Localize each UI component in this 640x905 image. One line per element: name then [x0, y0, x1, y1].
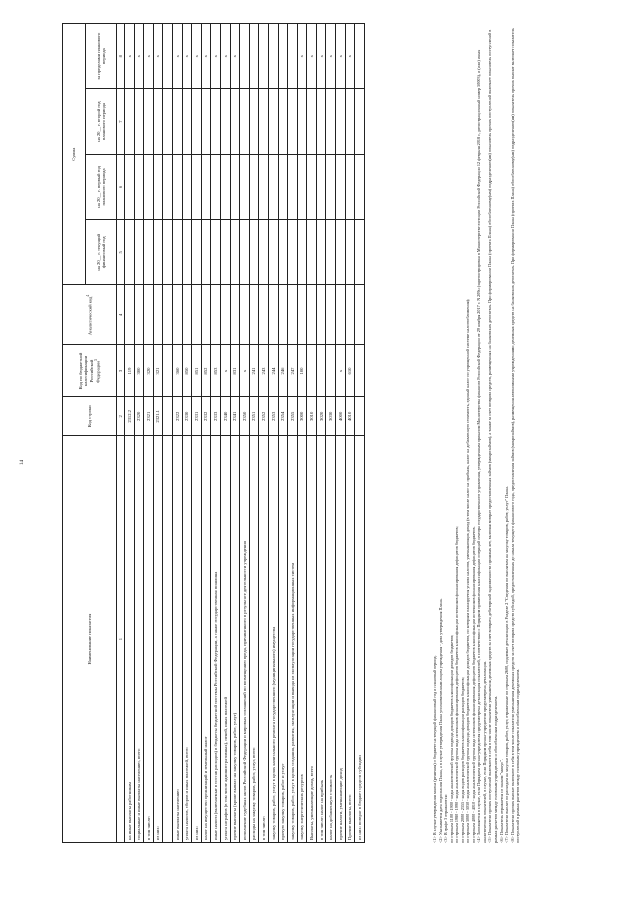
row-sum-current	[163, 220, 173, 285]
row-sum-second	[307, 89, 317, 154]
row-sum-current	[326, 220, 336, 285]
row-sum-first	[297, 154, 307, 219]
row-analytic-code	[220, 285, 230, 345]
table-row	[201, 24, 211, 843]
row-analytic-code	[125, 285, 135, 345]
row-budget-code: 100	[297, 345, 307, 397]
row-sum-beyond: x	[316, 24, 326, 89]
row-sum-first	[134, 154, 144, 219]
row-analytic-code	[201, 285, 211, 345]
row-sum-current	[134, 220, 144, 285]
row-sum-second	[182, 89, 192, 154]
row-code: 2331	[192, 397, 202, 436]
row-budget-code	[316, 345, 326, 397]
row-code: 2312.2	[125, 397, 135, 436]
row-budget-code: x	[336, 345, 346, 397]
row-budget-code: 610	[345, 345, 355, 397]
row-budget-code: 300	[134, 345, 144, 397]
row-sum-current	[153, 220, 163, 285]
row-name: в том числе:	[259, 436, 269, 843]
row-sum-second	[201, 89, 211, 154]
row-analytic-code	[230, 285, 240, 345]
row-name: прочие выплаты (кроме выплат на закупку товаров, работ, услуг)	[230, 436, 240, 843]
row-sum-second	[230, 89, 240, 154]
row-sum-current	[211, 220, 221, 285]
row-sum-first	[240, 154, 250, 219]
row-code: 3010	[307, 397, 317, 436]
row-sum-second	[134, 89, 144, 154]
row-sum-second	[163, 89, 173, 154]
row-sum-second	[278, 89, 288, 154]
table-row	[192, 24, 202, 843]
row-code: 2321.1	[153, 397, 163, 436]
row-code: 2353	[268, 397, 278, 436]
row-sum-first	[153, 154, 163, 219]
row-sum-beyond	[259, 24, 269, 89]
row-analytic-code	[192, 285, 202, 345]
header-sum-current: на 20__ г. текущий финансовый год	[86, 220, 117, 285]
row-code: 3030	[326, 397, 336, 436]
row-sum-current	[355, 220, 365, 285]
row-sum-current	[259, 220, 269, 285]
row-sum-second	[211, 89, 221, 154]
row-sum-first	[278, 154, 288, 219]
row-code	[355, 397, 365, 436]
footnote-line: <2> Указывается дата подписания Плана, а в случае утверждения Плана уполномоченным лицом учреждения - дата утверждения Плана.	[437, 598, 443, 843]
row-analytic-code	[163, 285, 173, 345]
row-analytic-code	[345, 285, 355, 345]
table-row	[355, 24, 365, 843]
row-name	[163, 436, 173, 843]
row-sum-current	[316, 220, 326, 285]
row-sum-first	[125, 154, 135, 219]
row-sum-current	[240, 220, 250, 285]
row-name: из них: возврат в бюджет средств субсидии	[355, 436, 365, 843]
row-code: 2333	[211, 397, 221, 436]
row-sum-second	[220, 89, 230, 154]
row-budget-code: x	[220, 345, 230, 397]
row-sum-beyond	[268, 24, 278, 89]
row-sum-second	[249, 89, 259, 154]
col-number: 3	[117, 345, 125, 397]
row-sum-beyond: x	[201, 24, 211, 89]
table-row	[249, 24, 259, 843]
row-budget-code: 852	[201, 345, 211, 397]
row-sum-second	[259, 89, 269, 154]
col-number: 2	[117, 397, 125, 436]
row-analytic-code	[211, 285, 221, 345]
row-budget-code: 244	[268, 345, 278, 397]
header-name: Наименование показателя	[63, 436, 117, 843]
row-code: 4000	[336, 397, 346, 436]
row-name: Выплаты, уменьшающие доход, всего	[307, 436, 317, 843]
row-sum-first	[355, 154, 365, 219]
row-sum-current	[182, 220, 192, 285]
row-sum-beyond	[249, 24, 259, 89]
row-sum-beyond: x	[220, 24, 230, 89]
row-code: 2332	[201, 397, 211, 436]
row-sum-beyond: x	[326, 24, 336, 89]
table-row	[134, 24, 144, 843]
row-code: 2352	[259, 397, 269, 436]
row-sum-second	[345, 89, 355, 154]
row-sum-current	[278, 220, 288, 285]
col-number: 4	[117, 285, 125, 345]
row-sum-second	[316, 89, 326, 154]
row-analytic-code	[144, 285, 154, 345]
footnote-line: по строкам 3000 - 3030 - коды аналитической группы подвида доходов бюджетов классификации доходов бюджетов, по которым планируется уплата налогов, уменьшающих доход (в том числе налог на прибыль, налог на добавленную стоимость, единый налог по упрощенной системе налогообложения);	[465, 298, 471, 843]
row-sum-first	[345, 154, 355, 219]
row-sum-beyond: x	[153, 24, 163, 89]
row-analytic-code	[268, 285, 278, 345]
row-sum-current	[201, 220, 211, 285]
row-name: уплата налогов, сборов и иных платежей, всего	[182, 436, 192, 843]
row-code: 2355	[288, 397, 298, 436]
row-budget-code: x	[240, 345, 250, 397]
header-sum-group: Сумма	[63, 24, 86, 285]
row-sum-current	[288, 220, 298, 285]
footnote-line: <7> Показатели выплат по расходам на закупки товаров, работ, услуг, отраженные по строкам 2600, подлежат детализации в Разделе 2 "Сведения по выплатам на закупку товаров, работ, услуг" Плана.	[504, 485, 510, 843]
row-sum-beyond: x	[144, 24, 154, 89]
footnote-line: <4> Заполняется в случае, если Порядком органа-учредителя предусмотрена детализация показателей, в соответствии с Порядком применения классификации операций сектора государственного управления, утвержденным приказом Министерства финансов Российской Федерации от 29 ноября 2017 г. N 209н (зарегистрирован в Министерстве юстиции Российской Федерации 12 февраля 2018 г., регистрационный номер 50003), и (или) иных аналитических показателей, в случае, если Порядком органа-учредителя предусмотрена детализация.	[476, 49, 487, 843]
row-analytic-code	[326, 285, 336, 345]
header-analytic-code: Аналитический код$^4$	[63, 285, 117, 345]
row-sum-beyond: x	[192, 24, 202, 89]
table-row	[316, 24, 326, 843]
table-row	[297, 24, 307, 843]
row-code: 2350	[240, 397, 250, 436]
row-name: Прочие выплаты, всего	[345, 436, 355, 843]
header-row	[63, 24, 86, 843]
table-row	[268, 24, 278, 843]
row-sum-first	[192, 154, 202, 219]
table-row	[211, 24, 221, 843]
row-analytic-code	[288, 285, 298, 345]
row-sum-first	[307, 154, 317, 219]
row-sum-second	[355, 89, 365, 154]
row-budget-code: 851	[192, 345, 202, 397]
row-sum-first	[288, 154, 298, 219]
row-budget-code: 321	[153, 345, 163, 397]
table-row	[172, 24, 182, 843]
row-sum-beyond	[240, 24, 250, 89]
column-numbers-row	[117, 24, 125, 843]
row-name: на иные выплаты работникам	[125, 436, 135, 843]
row-sum-beyond: x	[134, 24, 144, 89]
row-analytic-code	[153, 285, 163, 345]
row-sum-second	[125, 89, 135, 154]
row-sum-beyond: x	[297, 24, 307, 89]
row-sum-beyond	[355, 24, 365, 89]
row-name: налог на имущество организаций и земельный налог	[201, 436, 211, 843]
footnote-line: <8> Показатели прочих выплат включают в себя в том числе показатели уменьшения денежных средств за счет возврата средств субсидий, предоставленных до начала текущего финансового года, предоставления займов (микрозаймов), размещения автономными учреждениями денежных средств на банковских депозитах. При формировании Плана (проекта Плана) обособленному(ым) подразделению(ям) показатель прочих выплат включает показатель поступлений в рамках расчетов между головным учреждением и обособленным подразделением.	[509, 28, 521, 843]
row-code: 4010	[345, 397, 355, 436]
row-code	[163, 397, 173, 436]
row-code: 2330	[182, 397, 192, 436]
row-code: 2340	[220, 397, 230, 436]
row-budget-code	[355, 345, 365, 397]
table-row	[163, 24, 173, 843]
table-row	[326, 24, 336, 843]
row-sum-first	[144, 154, 154, 219]
row-sum-second	[336, 89, 346, 154]
row-budget-code: 246	[278, 345, 288, 397]
row-sum-first	[182, 154, 192, 219]
plan-table	[62, 23, 365, 843]
row-name: социальные и иные выплаты населению, всего	[134, 436, 144, 843]
row-budget-code	[307, 345, 317, 397]
row-budget-code: 850	[182, 345, 192, 397]
row-sum-second	[288, 89, 298, 154]
col-number: 6	[117, 154, 125, 219]
row-name: расходы на закупку товаров, работ, услуг, всего	[249, 436, 259, 843]
row-code: 2322	[172, 397, 182, 436]
row-analytic-code	[316, 285, 326, 345]
row-name: в том числе: налог на прибыль	[316, 436, 326, 843]
row-sum-first	[336, 154, 346, 219]
row-sum-current	[249, 220, 259, 285]
table-row	[230, 24, 240, 843]
row-analytic-code	[172, 285, 182, 345]
row-name: иные налоги (включаемые в состав расходов) в бюджеты бюджетной системы Российской Федерации, а также государственная пошлина	[211, 436, 221, 843]
row-sum-second	[172, 89, 182, 154]
row-name: из них:	[192, 436, 202, 843]
row-sum-second	[144, 89, 154, 154]
row-sum-current	[297, 220, 307, 285]
row-name: налог на добавленную стоимость	[326, 436, 336, 843]
row-sum-beyond	[163, 24, 173, 89]
row-budget-code: 247	[288, 345, 298, 397]
row-code: 2320	[134, 397, 144, 436]
row-sum-beyond: x	[230, 24, 240, 89]
col-number: 5	[117, 220, 125, 285]
row-name: из них:	[153, 436, 163, 843]
table-row	[307, 24, 317, 843]
row-sum-current	[307, 220, 317, 285]
row-budget-code	[163, 345, 173, 397]
row-name: уплата штрафов (в том числе административных), пеней, иных платежей	[220, 436, 230, 843]
row-code: 2351	[249, 397, 259, 436]
header-sum-second: на 20__ г. второй год планового периода	[86, 89, 117, 154]
row-sum-beyond: x	[307, 24, 317, 89]
row-name: в том числе:	[144, 436, 154, 843]
row-sum-current	[336, 220, 346, 285]
row-analytic-code	[134, 285, 144, 345]
col-number: 1	[117, 436, 125, 843]
footnote-line: <1> В случае утверждения закона (решения) о бюджете на текущий финансовый год и плановый период.	[432, 655, 437, 843]
row-sum-beyond	[278, 24, 288, 89]
header-row-code: Код строки	[63, 397, 117, 436]
footnote-line: <3> В графе 3 отражаются:	[443, 794, 449, 843]
table-row	[125, 24, 135, 843]
row-sum-second	[153, 89, 163, 154]
row-sum-second	[268, 89, 278, 154]
table-row	[288, 24, 298, 843]
row-analytic-code	[307, 285, 317, 345]
row-sum-first	[211, 154, 221, 219]
table-row	[345, 24, 355, 843]
row-code: 3020	[316, 397, 326, 436]
row-code: 3000	[297, 397, 307, 436]
row-sum-second	[240, 89, 250, 154]
row-sum-first	[172, 154, 182, 219]
footnotes	[432, 23, 521, 843]
table-row	[259, 24, 269, 843]
row-budget-code: 360	[172, 345, 182, 397]
row-budget-code: 853	[211, 345, 221, 397]
row-sum-current	[268, 220, 278, 285]
row-name: закупку энергетических ресурсов	[297, 436, 307, 843]
row-sum-current	[230, 220, 240, 285]
row-name: иные выплаты населению	[172, 436, 182, 843]
row-sum-second	[326, 89, 336, 154]
row-analytic-code	[297, 285, 307, 345]
row-sum-first	[268, 154, 278, 219]
row-sum-first	[201, 154, 211, 219]
row-name: прочую закупку товаров, работ и услуг	[278, 436, 288, 843]
row-sum-first	[163, 154, 173, 219]
table-row	[336, 24, 346, 843]
col-number: 8	[117, 24, 125, 89]
row-sum-beyond: x	[125, 24, 135, 89]
footnote-line: по строкам 4000 - 4010 - коды аналитической группы вида источников финансирования дефицитов бюджетов классификации источников финансирования дефицитов бюджетов.	[470, 526, 476, 843]
row-analytic-code	[249, 285, 259, 345]
row-sum-beyond	[288, 24, 298, 89]
row-budget-code: 320	[144, 345, 154, 397]
row-sum-first	[249, 154, 259, 219]
row-sum-beyond: x	[345, 24, 355, 89]
table-row	[240, 24, 250, 843]
table-row	[182, 24, 192, 843]
header-sum-first: на 20__ г. первый год планового периода	[86, 154, 117, 219]
footnote-line: по строкам 2000 - 2355 - коды видов расходов бюджетов классификации расходов бюджетов;	[459, 677, 465, 843]
row-sum-first	[316, 154, 326, 219]
row-code: 2354	[278, 397, 288, 436]
table-row	[278, 24, 288, 843]
footnote-line: <5> Показатели прочих поступлений включают в себя в том числе показатели уменьшения денежных средств за счет возврата дебиторской задолженности прошлых лет, включая возврат предоставленных займов (микрозаймов), а также за счет возврата средств, размещенных на банковских депозитах. При формировании Плана (проекта Плана) обособленному(ым) подразделению(ям) показатель прочих поступлений включает показатель поступлений в рамках расчетов между головным учреждением и обособленным подразделением.	[487, 29, 499, 843]
row-analytic-code	[240, 285, 250, 345]
row-sum-second	[192, 89, 202, 154]
row-analytic-code	[259, 285, 269, 345]
header-sum-beyond: за пределами планового периода	[86, 24, 117, 89]
row-sum-first	[326, 154, 336, 219]
row-budget-code: 119	[125, 345, 135, 397]
footnote-line: <6> Показатель отражается со знаком "минус".	[498, 759, 504, 843]
row-budget-code: 243	[259, 345, 269, 397]
row-sum-current	[220, 220, 230, 285]
row-budget-code: 241	[249, 345, 259, 397]
row-sum-beyond: x	[182, 24, 192, 89]
row-budget-code	[326, 345, 336, 397]
row-name: закупку товаров, работ, услуг в целях капитального ремонта государственного (муниципального) имущества	[268, 436, 278, 843]
footnote-line: по строкам 1100 - 1900 - коды аналитической группы подвида доходов бюджетов классификации доходов бюджетов;	[448, 634, 454, 843]
row-analytic-code	[336, 285, 346, 345]
row-sum-beyond: x	[336, 24, 346, 89]
page-number: 14	[20, 460, 25, 465]
row-sum-current	[144, 220, 154, 285]
row-sum-first	[259, 154, 269, 219]
row-name: исполнение судебных актов Российской Федерации и мировых соглашений по возмещению вреда, причиненного в результате деятельности учреждения	[240, 436, 250, 843]
table-row	[144, 24, 154, 843]
row-analytic-code	[355, 285, 365, 345]
col-number: 7	[117, 89, 125, 154]
row-sum-current	[345, 220, 355, 285]
row-sum-beyond: x	[172, 24, 182, 89]
row-sum-current	[192, 220, 202, 285]
row-analytic-code	[182, 285, 192, 345]
row-sum-current	[125, 220, 135, 285]
header-budget-code: Код по бюджетной классификации Российской Федерации$^3$	[63, 345, 117, 397]
row-sum-first	[230, 154, 240, 219]
row-name: закупку товаров, работ, услуг в целях создания, развития, эксплуатации и вывода из эксплуатации государственных информационных систем	[288, 436, 298, 843]
row-analytic-code	[278, 285, 288, 345]
row-budget-code: 831	[230, 345, 240, 397]
row-sum-second	[297, 89, 307, 154]
footnote-line: по строкам 1980 - 1990 - коды аналитической группы вида источников финансирования дефицитов бюджетов классификации источников финансирования дефицитов бюджетов;	[454, 526, 460, 843]
row-sum-beyond: x	[211, 24, 221, 89]
row-sum-first	[220, 154, 230, 219]
row-name: прочие налоги, уменьшающие доход	[336, 436, 346, 843]
table-row	[220, 24, 230, 843]
row-sum-current	[172, 220, 182, 285]
row-code: 2341	[230, 397, 240, 436]
row-code: 2321	[144, 397, 154, 436]
table-row	[153, 24, 163, 843]
